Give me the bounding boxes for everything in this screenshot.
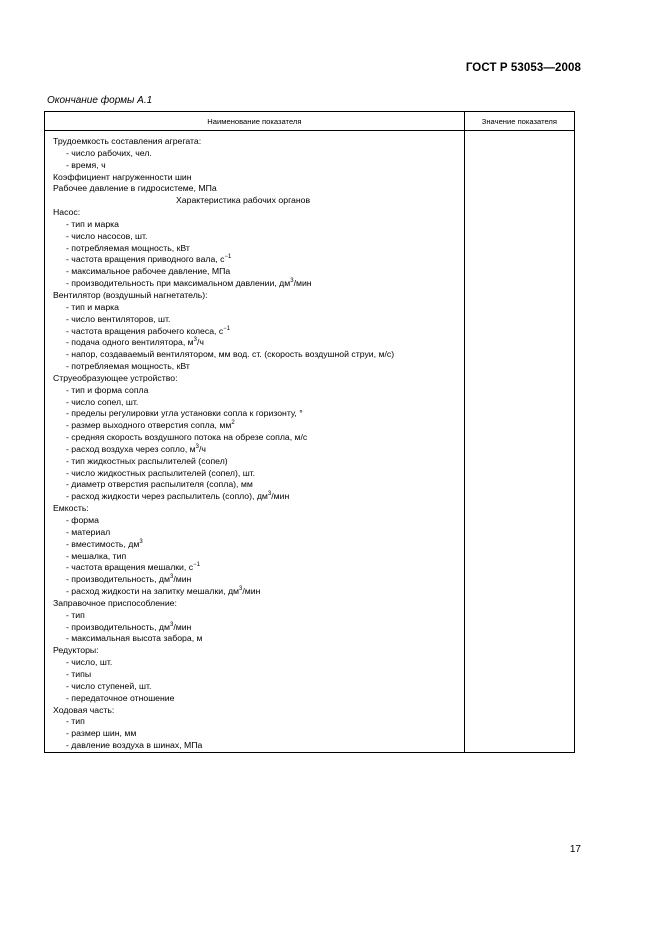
- parameter-text: - число насосов, шт.: [66, 230, 148, 241]
- parameter-text: - типы: [66, 668, 92, 679]
- unit-suffix: /мин: [173, 574, 192, 585]
- parameter-text: Коэффициент нагруженности шин: [53, 171, 192, 182]
- parameter-item: [53, 562, 464, 574]
- parameter-item: [53, 740, 464, 752]
- parameter-item: [53, 432, 464, 444]
- parameter-text: - максимальная высота забора, м: [66, 633, 203, 644]
- unit-exponent: −1: [223, 325, 231, 332]
- unit-exponent: 2: [231, 420, 235, 427]
- parameter-item: [53, 148, 464, 160]
- parameter-text: - число вентиляторов, шт.: [66, 313, 171, 324]
- parameter-item: [53, 551, 464, 563]
- parameter-text: Трудоемкость составления агрегата:: [53, 136, 202, 146]
- parameters-table: [44, 111, 575, 753]
- unit-exponent: 3: [267, 491, 272, 498]
- column-header-name: Наименование показателя: [45, 112, 465, 131]
- parameter-text: - расход жидкости на запитку мешалки, дм: [66, 586, 239, 597]
- parameter-group-heading: [53, 136, 464, 148]
- unit-exponent: −1: [224, 254, 232, 261]
- parameter-group-heading: [53, 183, 464, 195]
- parameter-text: - средняя скорость воздушного потока на обрезе сопла, м/с: [66, 432, 308, 443]
- parameter-item: [53, 243, 464, 255]
- parameter-item: [53, 397, 464, 409]
- parameter-item: [53, 349, 464, 361]
- parameter-group-heading: [53, 705, 464, 717]
- parameter-text: - число жидкостных распылителей (сопел), шт.: [66, 467, 256, 478]
- parameter-text: - время, ч: [66, 159, 106, 170]
- parameter-item: [53, 456, 464, 468]
- parameter-text: - пределы регулировки угла установки сопла к горизонту, °: [66, 408, 303, 419]
- parameter-item: [53, 420, 464, 432]
- parameter-text: - мешалка, тип: [66, 550, 127, 561]
- parameter-item: [53, 633, 464, 645]
- parameter-text: - число ступеней, шт.: [66, 680, 152, 691]
- parameter-item: [53, 681, 464, 693]
- parameter-text: - вместимость, дм: [66, 538, 140, 549]
- parameter-text: - тип и форма сопла: [66, 384, 149, 395]
- parameter-text: Заправочное приспособление:: [53, 597, 177, 608]
- parameter-item: [53, 610, 464, 622]
- table-header-row: [45, 112, 575, 131]
- parameter-text: Редукторы:: [53, 645, 99, 656]
- parameter-text: Рабочее давление в гидросистеме, МПа: [53, 183, 217, 194]
- parameter-text: Характеристика рабочих органов: [176, 195, 311, 206]
- parameter-item: [53, 693, 464, 705]
- parameter-values-cell: [464, 131, 574, 753]
- parameter-text: - расход воздуха через сопло, м: [66, 443, 196, 454]
- table-body-row: [45, 131, 575, 753]
- parameter-group-heading: [53, 373, 464, 385]
- unit-exponent: 3: [238, 586, 243, 593]
- parameter-item: [53, 219, 464, 231]
- unit-suffix: /мин: [173, 621, 192, 632]
- parameter-text: - тип: [66, 609, 85, 620]
- parameter-group-heading: [53, 172, 464, 184]
- parameter-text: - напор, создаваемый вентилятором, мм вод. ст. (скорость воздушной струи, м/с): [66, 349, 395, 360]
- parameter-text: - тип и марка: [66, 218, 119, 229]
- parameter-group-heading: [53, 290, 464, 302]
- parameter-text: - максимальное рабочее давление, МПа: [66, 266, 231, 277]
- parameter-text: Струеобразующее устройство:: [53, 372, 178, 383]
- parameter-item: [53, 716, 464, 728]
- parameter-text: - материал: [66, 526, 111, 537]
- unit-exponent: 3: [169, 621, 174, 628]
- parameter-item: [53, 515, 464, 527]
- parameter-text: - потребляемая мощность, кВт: [66, 242, 190, 253]
- parameter-item: [53, 479, 464, 491]
- unit-exponent: 3: [195, 443, 199, 450]
- parameter-group-heading: [53, 207, 464, 219]
- parameter-item: [53, 160, 464, 172]
- unit-suffix: /мин: [271, 491, 290, 502]
- unit-exponent: 3: [139, 538, 143, 545]
- parameter-text: - число рабочих, чел.: [66, 147, 152, 158]
- parameter-text: - тип и марка: [66, 301, 119, 312]
- parameter-item: [53, 337, 464, 349]
- parameter-text: - производительность, дм: [66, 621, 170, 632]
- parameter-item: [53, 539, 464, 551]
- unit-suffix: /ч: [196, 337, 204, 348]
- parameter-item: [53, 657, 464, 669]
- parameter-text: - размер шин, мм: [66, 728, 137, 739]
- parameter-item: [53, 586, 464, 598]
- parameter-group-heading: [53, 598, 464, 610]
- parameter-item: [53, 278, 464, 290]
- parameter-text: - число, шт.: [66, 657, 113, 668]
- parameter-text: - частота вращения приводного вала, с: [66, 254, 225, 265]
- parameter-group-heading: [53, 503, 464, 515]
- parameter-item: [53, 385, 464, 397]
- parameter-text: Ходовая часть:: [53, 704, 115, 715]
- parameter-item: [53, 302, 464, 314]
- parameter-text: - подача одного вентилятора, м: [66, 337, 194, 348]
- page-number: 17: [569, 844, 581, 855]
- parameter-item: [53, 468, 464, 480]
- unit-exponent: −1: [193, 562, 200, 569]
- parameter-item: [53, 254, 464, 266]
- parameter-text: - передаточное отношение: [66, 692, 175, 703]
- parameter-text: - диаметр отверстия распылителя (сопла), мм: [66, 479, 253, 490]
- column-header-value: Значение показателя: [464, 112, 574, 131]
- parameter-text: - потребляемая мощность, кВт: [66, 361, 190, 372]
- parameter-text: - давление воздуха в шинах, МПа: [66, 740, 203, 751]
- parameter-text: Вентилятор (воздушный нагнетатель):: [53, 289, 208, 300]
- parameter-item: [53, 408, 464, 420]
- parameter-item: [53, 361, 464, 373]
- form-caption: Окончание формы А.1: [47, 95, 153, 106]
- parameter-text: - расход жидкости через распылитель (сопло), дм: [66, 491, 268, 502]
- unit-exponent: 3: [193, 337, 197, 344]
- parameter-text: - форма: [66, 515, 99, 525]
- parameter-item: [53, 326, 464, 338]
- parameter-item: [53, 231, 464, 243]
- parameter-text: - тип: [66, 716, 85, 727]
- parameter-item: [53, 527, 464, 539]
- unit-suffix: /мин: [242, 586, 261, 597]
- unit-suffix: /ч: [198, 443, 206, 454]
- parameter-item: [53, 266, 464, 278]
- parameter-text: - производительность, дм: [66, 574, 170, 585]
- parameter-item: [53, 314, 464, 326]
- unit-exponent: 3: [290, 278, 294, 285]
- unit-suffix: /мин: [293, 278, 312, 289]
- parameter-text: Насос:: [53, 207, 81, 218]
- standard-number: ГОСТ Р 53053—2008: [465, 62, 581, 74]
- parameter-item: [53, 669, 464, 681]
- parameter-text: - частота вращения рабочего колеса, с: [66, 325, 224, 336]
- section-subheading: [53, 195, 464, 207]
- parameter-group-heading: [53, 645, 464, 657]
- parameter-text: Емкость:: [53, 503, 89, 514]
- parameter-item: [53, 622, 464, 634]
- parameter-list: [45, 131, 464, 752]
- parameter-text: - тип жидкостных распылителей (сопел): [66, 455, 228, 466]
- parameter-item: [53, 491, 464, 503]
- parameter-text: - производительность при максимальном давлении, дм: [66, 278, 291, 289]
- parameter-item: [53, 444, 464, 456]
- parameter-text: - число сопел, шт.: [66, 396, 139, 407]
- parameter-item: [53, 574, 464, 586]
- parameter-item: [53, 728, 464, 740]
- parameter-text: - частота вращения мешалки, с: [66, 562, 194, 573]
- parameter-names-cell: [45, 131, 465, 753]
- unit-exponent: 3: [169, 574, 174, 581]
- parameter-text: - размер выходного отверстия сопла, мм: [66, 420, 232, 431]
